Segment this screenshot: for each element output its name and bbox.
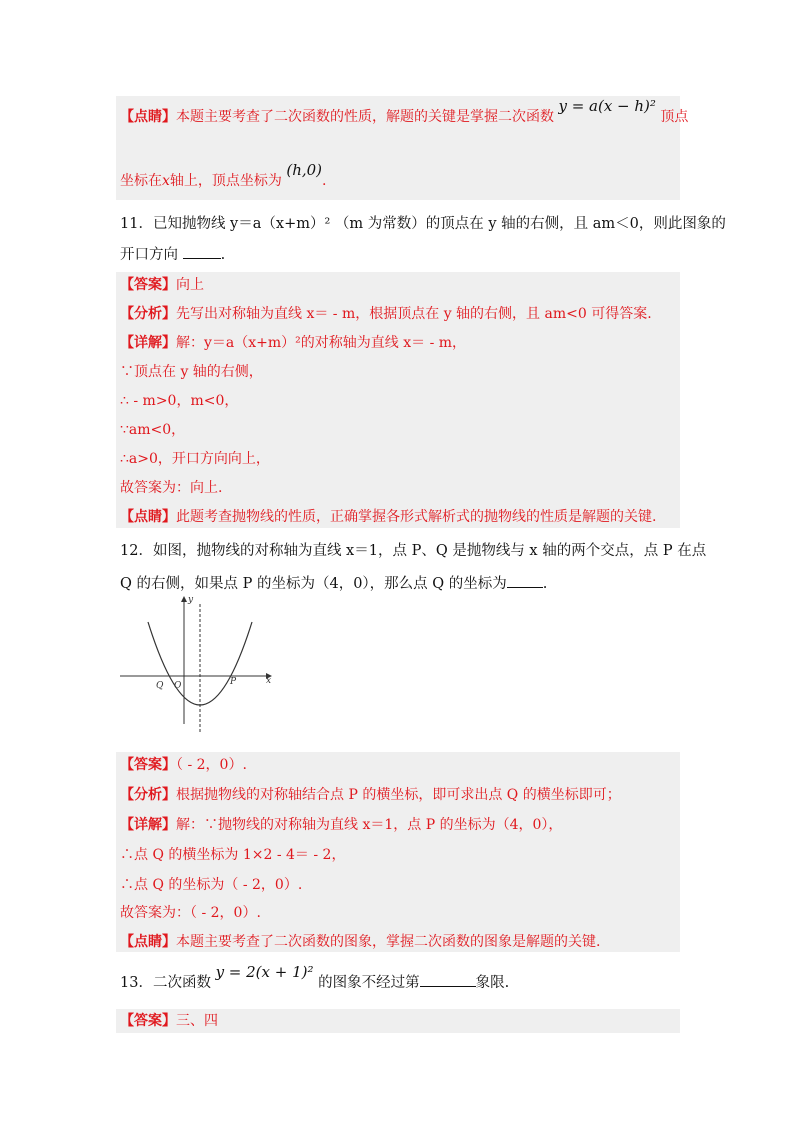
analysis-line-q12 xyxy=(120,785,621,805)
answer-blank xyxy=(507,573,543,588)
period: . xyxy=(322,173,327,189)
analysis-text: 根据抛物线的对称轴结合点 P 的横坐标，即可求出点 Q 的横坐标即可； xyxy=(176,787,621,803)
question-text: 13．二次函数 xyxy=(120,975,211,991)
answer-blank xyxy=(420,972,476,987)
answer-tag: 【答案】 xyxy=(120,1013,176,1029)
step-line: ∴点 Q 的横坐标为 1×2 - 4＝ - 2， xyxy=(120,847,346,863)
answer-text: 向上 xyxy=(176,277,204,293)
parabola-figure xyxy=(118,592,278,732)
step-line: ∴ - m>0，m<0， xyxy=(120,393,239,409)
question-text: 象限. xyxy=(475,975,510,991)
final-answer-line: 故答案为：（ - 2，0）. xyxy=(120,905,261,921)
detail-line-q11 xyxy=(120,333,466,353)
remark-line-q10-2 xyxy=(120,161,327,191)
remark-tag: 【点睛】 xyxy=(120,509,176,525)
answer-line-q13 xyxy=(120,1011,218,1031)
answer-line-q12 xyxy=(120,755,247,775)
remark-tag: 【点睛】 xyxy=(120,934,176,950)
remark-tag: 【点睛】 xyxy=(120,109,176,125)
y-axis-label: y xyxy=(188,595,194,605)
vertex-coordinate: (h,0) xyxy=(286,161,323,179)
question-11-line-2 xyxy=(120,244,225,265)
answer-text: （ - 2，0）. xyxy=(176,757,247,773)
answer-blank xyxy=(183,244,221,259)
question-text: Q 的右侧，如果点 P 的坐标为（4，0），那么点 Q 的坐标为 xyxy=(120,576,507,592)
detail-text: 解：∵抛物线的对称轴为直线 x＝1，点 P 的坐标为（4，0）， xyxy=(176,817,563,833)
question-text: 开口方向 xyxy=(120,247,178,263)
question-12-line-1: 12．如图，抛物线的对称轴为直线 x＝1，点 P、Q 是抛物线与 x 轴的两个交点，点 P 在点 xyxy=(120,543,707,559)
question-13 xyxy=(120,963,510,993)
answer-tag: 【答案】 xyxy=(120,757,176,773)
remark-text-cont: 顶点 xyxy=(660,109,689,125)
answer-text: 三、四 xyxy=(176,1013,218,1029)
remark-text: 坐标在 xyxy=(120,173,162,189)
detail-text: 解：y＝a（x+m）²的对称轴为直线 x＝ - m， xyxy=(176,335,467,351)
remark-text: 本题主要考查了二次函数的图象，掌握二次函数的图象是解题的关键. xyxy=(176,934,601,950)
remark-line-q12 xyxy=(120,932,600,952)
question-text: 的图象不经过第 xyxy=(318,975,420,991)
answer-tag: 【答案】 xyxy=(120,277,176,293)
remark-text: 此题考查抛物线的性质，正确掌握各形式解析式的抛物线的性质是解题的关键. xyxy=(176,509,657,525)
step-line: ∵am<0， xyxy=(120,422,186,438)
analysis-tag: 【分析】 xyxy=(120,787,176,803)
final-answer-line: 故答案为：向上. xyxy=(120,480,223,496)
analysis-tag: 【分析】 xyxy=(120,306,176,322)
point-p-label: P xyxy=(230,677,237,687)
origin-label: O xyxy=(174,681,182,691)
formula-q13: y = 2(x + 1)² xyxy=(215,963,314,981)
detail-line-q12 xyxy=(120,815,562,835)
x-axis-label: x xyxy=(266,676,272,686)
remark-text: 本题主要考查了二次函数的性质，解题的关键是掌握二次函数 xyxy=(176,109,554,125)
step-line: ∴a>0，开口方向向上， xyxy=(120,451,270,467)
analysis-text: 先写出对称轴为直线 x＝ - m，根据顶点在 y 轴的右侧，且 am<0 可得答案. xyxy=(176,306,652,322)
remark-line-q11 xyxy=(120,507,656,527)
detail-tag: 【详解】 xyxy=(120,817,176,833)
remark-line-q10-1 xyxy=(120,97,689,127)
period: . xyxy=(542,576,548,592)
y-axis-arrow xyxy=(181,596,187,602)
formula-vertex-form: y = a(x − h)² xyxy=(558,97,656,115)
step-line: ∵顶点在 y 轴的右侧， xyxy=(120,364,263,380)
answer-line-q11 xyxy=(120,275,204,295)
point-q-label: Q xyxy=(156,681,164,691)
var-x: x xyxy=(162,173,170,189)
detail-tag: 【详解】 xyxy=(120,335,176,351)
remark-text: 轴上，顶点坐标为 xyxy=(169,173,282,189)
step-line: ∴点 Q 的坐标为（ - 2，0）. xyxy=(120,877,303,893)
question-11-line-1: 11．已知抛物线 y＝a（x+m）² （m 为常数）的顶点在 y 轴的右侧，且 am＜0，则此图象的 xyxy=(120,216,726,232)
analysis-line-q11 xyxy=(120,304,652,324)
period: . xyxy=(220,247,226,263)
question-12-line-2 xyxy=(120,573,547,594)
